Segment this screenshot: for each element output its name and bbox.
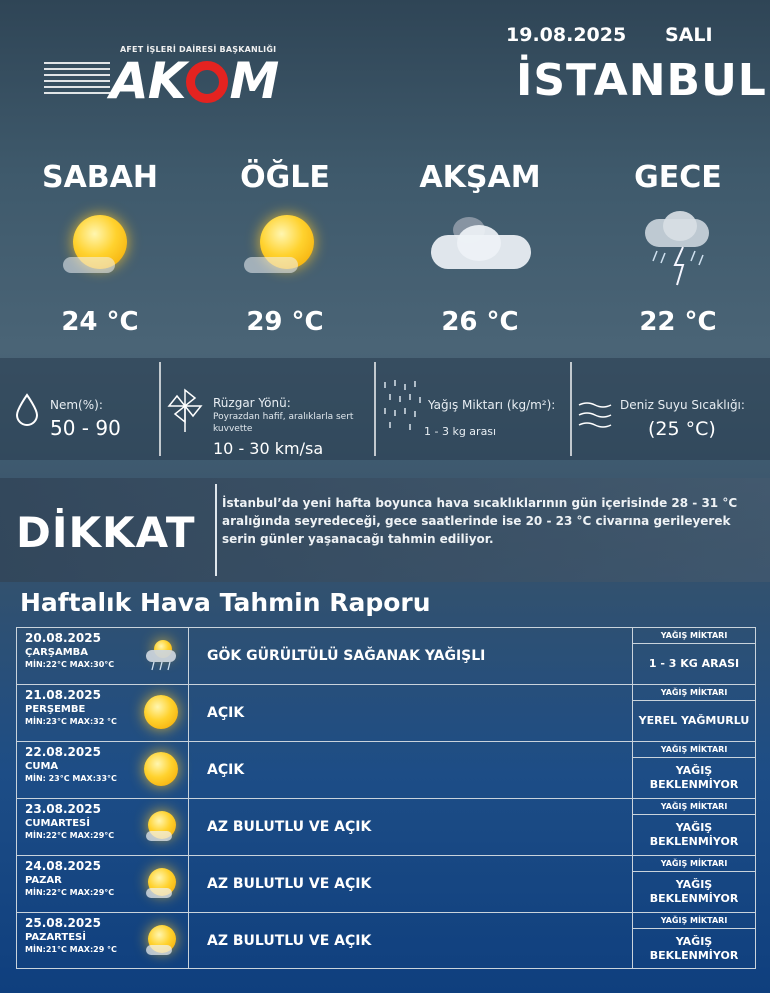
row-date: 22.08.2025 — [25, 745, 101, 759]
rain-value: 1 - 3 kg arası — [424, 425, 497, 438]
row-desc: AÇIK — [207, 762, 245, 778]
rain-value: 1 - 3 KG ARASI — [648, 657, 740, 670]
date-cell — [17, 799, 189, 855]
humidity-value: 50 - 90 — [50, 416, 121, 440]
table-row — [16, 912, 756, 969]
report-date: 19.08.2025 — [506, 24, 627, 46]
divider — [374, 362, 376, 456]
divider — [570, 362, 572, 456]
period-name: SABAH — [41, 160, 158, 195]
period-evening — [395, 160, 565, 337]
rain-value: YAĞIŞ BEKLENMİYOR — [649, 821, 739, 848]
warning-text: İstanbul’da yeni hafta boyunca hava sıcaklıklarının gün içerisinde 28 - 31 °C aralığında seyredeceği, gece saatlerinde ise 20 - 23 °C civarına gerileyerek serin günler yaşanacağı tahmin ediliyor. — [222, 496, 738, 546]
row-date: 23.08.2025 — [25, 802, 101, 816]
row-day: PAZAR — [25, 875, 62, 886]
row-desc: GÖK GÜRÜLTÜLÜ SAĞANAK YAĞIŞLI — [207, 648, 486, 664]
table-row — [16, 741, 756, 798]
wind-label: Rüzgar Yönü: — [213, 396, 291, 410]
rain-value: YEREL YAĞMURLU — [638, 714, 750, 727]
period-name: ÖĞLE — [240, 160, 330, 195]
row-day: CUMA — [25, 761, 59, 772]
date-cell — [17, 856, 189, 912]
row-date: 25.08.2025 — [25, 916, 101, 930]
period-name: GECE — [634, 160, 722, 195]
org-name: AFET İŞLERİ DAİRESİ BAŞKANLIĞI — [120, 45, 277, 54]
date-cell — [17, 685, 189, 741]
sun-cloud-icon — [144, 923, 178, 957]
sun-cloud-icon — [144, 809, 178, 843]
rain-icon — [380, 378, 426, 442]
table-row — [16, 798, 756, 855]
sea-value: (25 °C) — [648, 418, 716, 440]
row-desc: AÇIK — [207, 705, 245, 721]
storm-icon — [144, 638, 178, 672]
row-minmax: MİN:22°C MAX:29°C — [25, 831, 115, 840]
row-desc: AZ BULUTLU VE AÇIK — [207, 933, 372, 949]
cloudy-icon — [395, 209, 565, 299]
row-minmax: MİN:21°C MAX:29 °C — [25, 945, 117, 954]
rain-cell — [632, 685, 755, 741]
period-morning — [15, 160, 185, 337]
row-day: ÇARŞAMBA — [25, 647, 89, 658]
city-name: İSTANBUL — [516, 55, 767, 106]
warning-divider — [215, 484, 217, 576]
warning-title: DİKKAT — [16, 508, 196, 557]
period-night — [593, 160, 763, 337]
sun-icon — [144, 695, 178, 729]
date-cell — [17, 913, 189, 968]
akom-logo: AK M — [110, 52, 279, 110]
rain-header: YAĞIŞ MİKTARI — [633, 913, 755, 929]
row-minmax: MİN:22°C MAX:29°C — [25, 888, 115, 897]
sun-cloud-icon — [144, 866, 178, 900]
row-minmax: MİN: 23°C MAX:33°C — [25, 774, 117, 783]
weekly-table — [16, 627, 756, 969]
sea-label: Deniz Suyu Sıcaklığı: — [620, 398, 745, 412]
sun-cloud-icon — [200, 209, 370, 299]
wind-value: 10 - 30 km/sa — [213, 439, 324, 458]
table-row — [16, 684, 756, 741]
droplet-icon — [14, 393, 40, 431]
sun-icon — [144, 752, 178, 786]
period-temp: 22 °C — [639, 307, 717, 337]
rain-header: YAĞIŞ MİKTARI — [633, 799, 755, 815]
report-day: SALI — [665, 24, 713, 46]
row-desc: AZ BULUTLU VE AÇIK — [207, 876, 372, 892]
rain-header: YAĞIŞ MİKTARI — [633, 628, 755, 644]
row-minmax: MİN:22°C MAX:30°C — [25, 660, 115, 669]
rain-cell — [632, 856, 755, 912]
date-cell — [17, 628, 189, 684]
rain-cell — [632, 799, 755, 855]
row-minmax: MİN:23°C MAX:32 °C — [25, 717, 117, 726]
period-temp: 29 °C — [246, 307, 324, 337]
date-cell — [17, 742, 189, 798]
humidity-label: Nem(%): — [50, 398, 103, 412]
divider — [159, 362, 161, 456]
sun-cloud-icon — [15, 209, 185, 299]
table-row — [16, 855, 756, 912]
rain-value: YAĞIŞ BEKLENMİYOR — [649, 934, 739, 962]
period-name: AKŞAM — [419, 160, 541, 195]
rain-header: YAĞIŞ MİKTARI — [633, 685, 755, 701]
thunderstorm-icon — [593, 209, 763, 299]
weekly-title: Haftalık Hava Tahmin Raporu — [20, 588, 431, 617]
row-date: 24.08.2025 — [25, 859, 101, 873]
pinwheel-icon — [167, 388, 203, 436]
rain-value: YAĞIŞ BEKLENMİYOR — [649, 764, 739, 791]
row-day: CUMARTESİ — [25, 818, 90, 829]
row-day: PERŞEMBE — [25, 704, 86, 715]
period-temp: 26 °C — [441, 307, 519, 337]
row-date: 21.08.2025 — [25, 688, 101, 702]
period-temp: 24 °C — [61, 307, 139, 337]
table-row — [16, 627, 756, 684]
waves-icon — [578, 400, 612, 434]
row-desc: AZ BULUTLU VE AÇIK — [207, 819, 372, 835]
rain-value: YAĞIŞ BEKLENMİYOR — [649, 878, 739, 905]
row-date: 20.08.2025 — [25, 631, 101, 645]
rain-header: YAĞIŞ MİKTARI — [633, 742, 755, 758]
rain-label: Yağış Miktarı (kg/m²): — [428, 398, 556, 412]
wind-desc: Poyrazdan hafif, aralıklarla sert kuvvette — [213, 412, 354, 434]
rain-cell — [632, 628, 755, 684]
logo-stripes — [44, 62, 110, 98]
rain-cell — [632, 742, 755, 798]
rain-cell — [632, 913, 755, 968]
row-day: PAZARTESİ — [25, 932, 86, 943]
rain-header: YAĞIŞ MİKTARI — [633, 856, 755, 872]
period-noon — [200, 160, 370, 337]
